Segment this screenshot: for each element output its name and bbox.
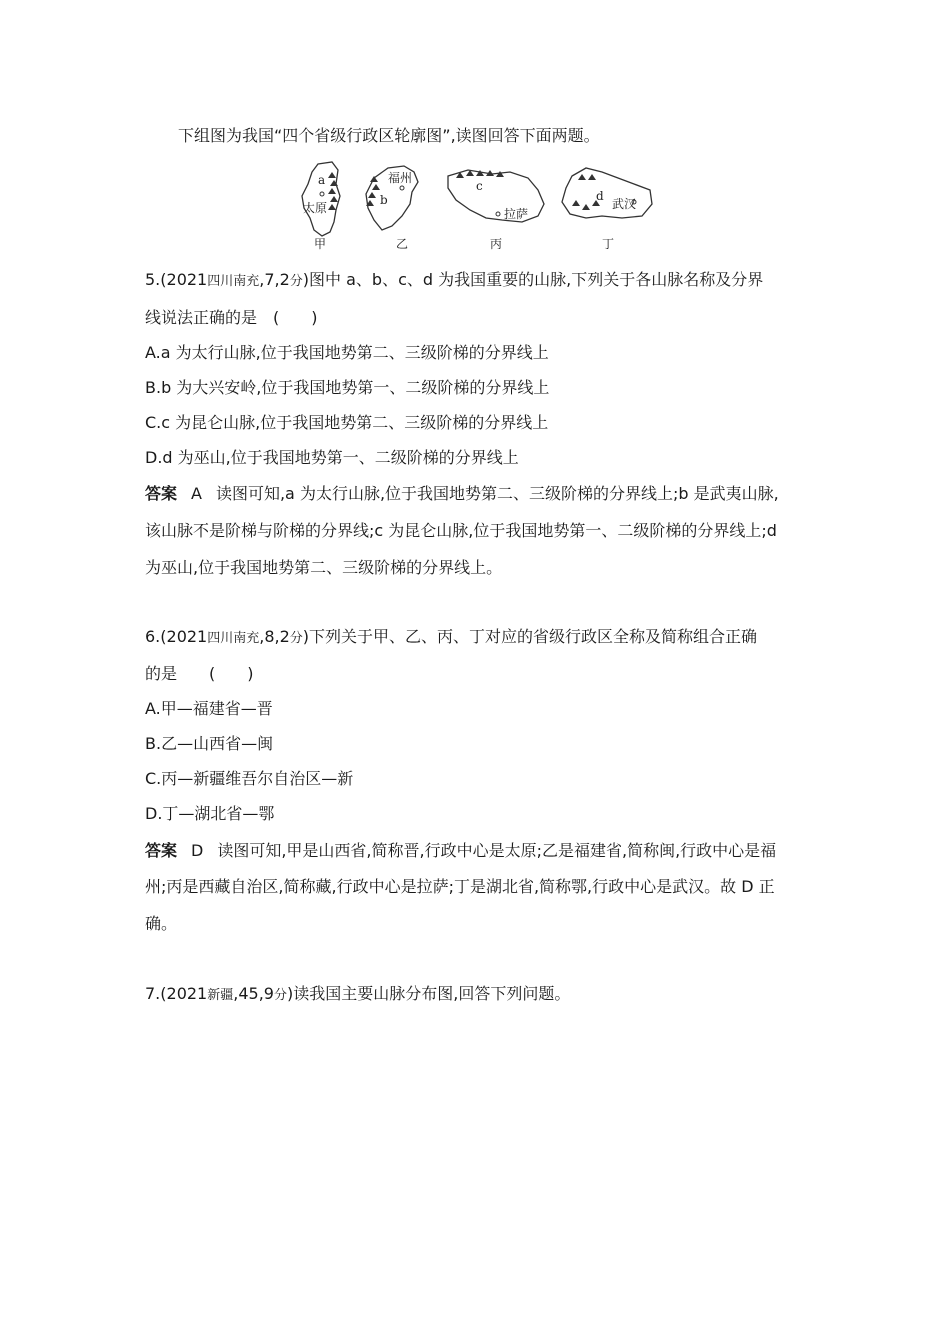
label-fuzhou: 福州 — [388, 171, 413, 185]
q7-stem: 7.(2021新疆,45,9分)读我国主要山脉分布图,回答下列问题。 — [145, 984, 571, 1003]
q6-answer-line1: 答案 D 读图可知,甲是山西省,简称晋,行政中心是太原;乙是福建省,简称闽,行政中心是福 — [145, 841, 777, 860]
q5-stem-line2: 线说法正确的是 ( ) — [145, 308, 318, 327]
q6-source: 四川南充 — [207, 631, 260, 646]
map-ding — [562, 168, 652, 251]
label-wuhan: 武汉 — [612, 197, 637, 211]
caption-ding: 丁 — [602, 237, 615, 251]
q5-answer-line1: 答案 A 读图可知,a 为太行山脉,位于我国地势第二、三级阶梯的分界线上;b 是武夷山脉, — [145, 484, 779, 503]
q5-source: 四川南充 — [207, 274, 260, 289]
q6-answer-letter: D — [191, 841, 204, 860]
label-lasa: 拉萨 — [504, 207, 529, 221]
q6-stem-line1: 6.(2021四川南充,8,2分)下列关于甲、乙、丙、丁对应的省级行政区全称及简称组合正确 — [145, 627, 758, 646]
intro-text: 下组图为我国“四个省级行政区轮廓图”,读图回答下面两题。 — [178, 126, 600, 145]
q5-option-d: D.d 为巫山,位于我国地势第一、二级阶梯的分界线上 — [145, 448, 519, 467]
q6-option-b: B.乙—山西省—闽 — [145, 734, 274, 753]
q6-option-d: D.丁—湖北省—鄂 — [145, 804, 275, 823]
label-b: b — [380, 193, 388, 207]
q5-option-a: A.a 为太行山脉,位于我国地势第二、三级阶梯的分界线上 — [145, 343, 549, 362]
q6-answer-label: 答案 — [145, 841, 178, 860]
q6-option-c: C.丙—新疆维吾尔自治区—新 — [145, 769, 354, 788]
caption-yi: 乙 — [396, 237, 409, 251]
q5-answer-line3: 为巫山,位于我国地势第二、三级阶梯的分界线上。 — [145, 558, 503, 577]
q6-answer-line3: 确。 — [145, 914, 178, 933]
q6-stem-line2: 的是 ( ) — [145, 664, 254, 683]
q5-option-b: B.b 为大兴安岭,位于我国地势第一、二级阶梯的分界线上 — [145, 378, 550, 397]
map-yi — [366, 166, 418, 251]
map-jia — [302, 162, 340, 251]
q6-answer-line2: 州;丙是西藏自治区,简称藏,行政中心是拉萨;丁是湖北省,简称鄂,行政中心是武汉。故 D 正 — [145, 877, 775, 896]
q5-answer-label: 答案 — [145, 484, 178, 503]
province-outline-figure — [296, 160, 658, 252]
label-taiyuan: 太原 — [303, 201, 328, 215]
map-bing — [448, 170, 544, 251]
q7-source: 新疆 — [207, 988, 234, 1003]
q5-option-c: C.c 为昆仑山脉,位于我国地势第二、三级阶梯的分界线上 — [145, 413, 549, 432]
q6-option-a: A.甲—福建省—晋 — [145, 699, 273, 718]
caption-bing: 丙 — [490, 237, 503, 251]
q5-answer-letter: A — [191, 484, 202, 503]
label-d: d — [596, 189, 604, 203]
label-a: a — [318, 173, 326, 187]
q5-answer-line2: 该山脉不是阶梯与阶梯的分界线;c 为昆仑山脉,位于我国地势第一、二级阶梯的分界线上;d — [145, 521, 777, 540]
caption-jia: 甲 — [314, 237, 327, 251]
q5-stem-line1: 5.(2021四川南充,7,2分)图中 a、b、c、d 为我国重要的山脉,下列关于各山脉名称及分界 — [145, 270, 764, 289]
label-c: c — [476, 179, 483, 193]
